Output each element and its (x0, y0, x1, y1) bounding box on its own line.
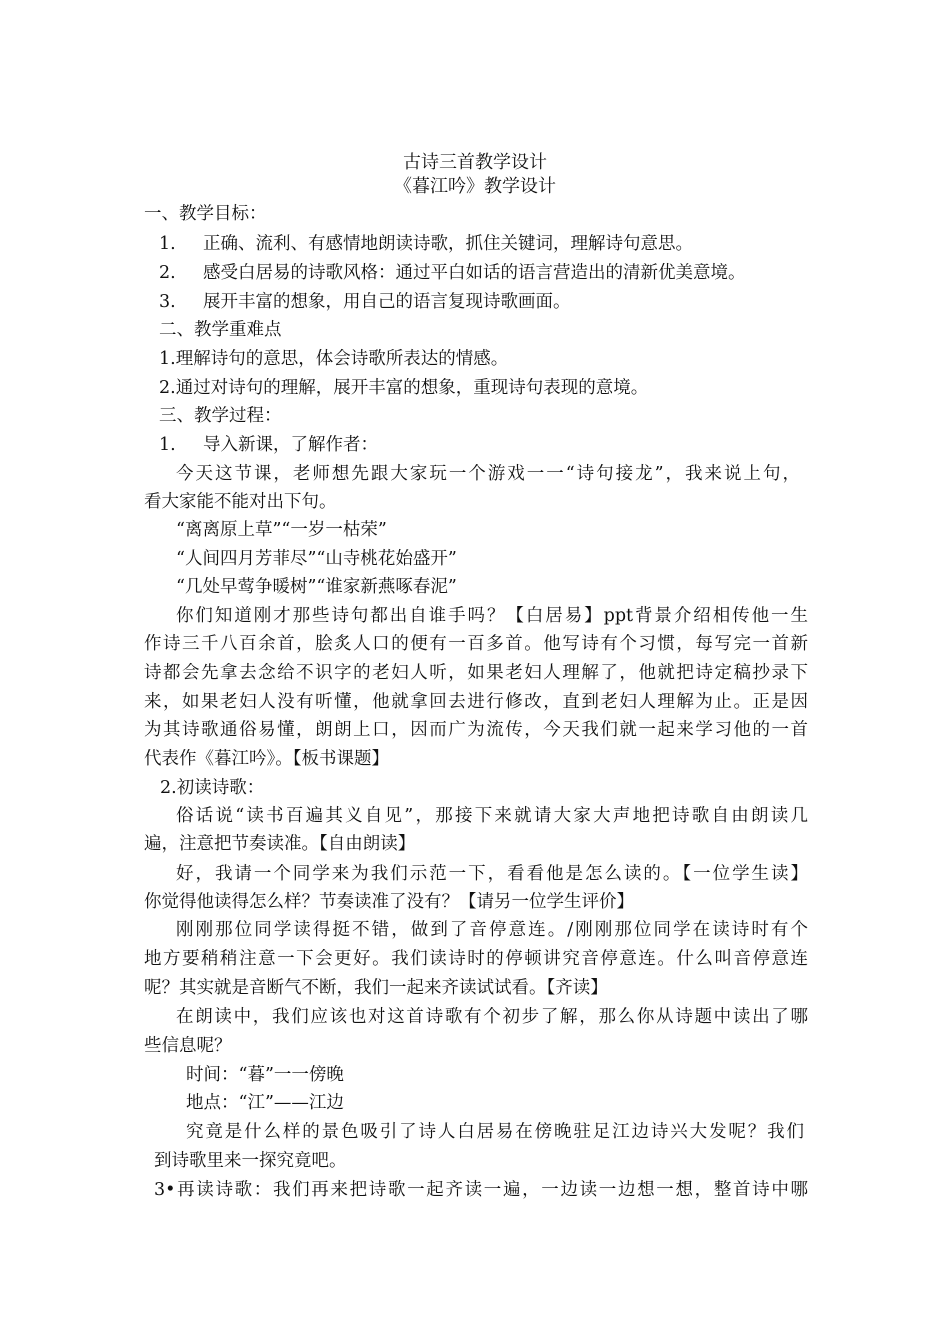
info-place: 地点：“江”——江边 (186, 1093, 344, 1113)
goal-text: 展开丰富的想象，用自己的语言复现诗歌画面。 (203, 292, 571, 312)
step-text: 导入新课，了解作者： (203, 435, 378, 455)
paragraph-line: 代表作《暮江吟》。【板书课题】 (144, 749, 389, 769)
key-point-1: 1.理解诗句的意思，体会诗歌所表达的情感。 (159, 349, 509, 369)
paragraph-line: 刚刚那位同学读得挺不错，做到了音停意连。/刚刚那位同学在读诗时有个 (176, 920, 808, 940)
paragraph-line: 些信息呢？ (144, 1036, 232, 1056)
goal-item-1 (159, 232, 693, 256)
paragraph-line: 呢？其实就是音断气不断，我们一起来齐读试试看。【齐读】 (144, 978, 608, 998)
paragraph-line: 来，如果老妇人没有听懂，他就拿回去进行修改，直到老妇人理解为止。正是因 (144, 692, 808, 712)
paragraph-line: 为其诗歌通俗易懂，朗朗上口，因而广为流传，今天我们就一起来学习他的一首 (144, 720, 808, 740)
paragraph-line: 究竟是什么样的景色吸引了诗人白居易在傍晚驻足江边诗兴大发呢？我们 (186, 1122, 804, 1142)
paragraph-line: 好，我请一个同学来为我们示范一下，看看他是怎么读的。【一位学生读】 (176, 864, 808, 884)
step-2-heading: 2.初读诗歌： (160, 778, 265, 798)
paragraph-line: 到诗歌里来一探究竟吧。 (154, 1151, 347, 1171)
goal-item-2 (159, 261, 746, 285)
section-heading-key-points: 二、教学重难点 (159, 320, 282, 340)
step-3-line: 3•再读诗歌：我们再来把诗歌一起齐读一遍，一边读一边想一想，整首诗中哪 (154, 1180, 808, 1200)
paragraph-line: 你们知道刚才那些诗句都出自谁手吗？【白居易】ppt背景介绍相传他一生 (176, 606, 808, 626)
goal-text: 正确、流利、有感情地朗读诗歌，抓住关键词，理解诗句意思。 (203, 234, 693, 254)
info-time: 时间：“暮”一一傍晚 (186, 1065, 344, 1085)
section-heading-objectives: 一、教学目标： (144, 204, 267, 224)
paragraph-line: 地方要稍稍注意一下会更好。我们读诗时的停顿讲究音停意连。什么叫音停意连 (144, 949, 808, 969)
paragraph-line: 诗都会先拿去念给不识字的老妇人听，如果老妇人理解了，他就把诗定稿抄录下 (144, 663, 808, 683)
goal-number: 1. (159, 234, 176, 254)
paragraph-line: 遍，注意把节奏读准。【自由朗读】 (144, 834, 416, 854)
paragraph-line: 在朗读中，我们应该也对这首诗歌有个初步了解，那么你从诗题中读出了哪 (176, 1007, 808, 1027)
goal-text: 感受白居易的诗歌风格：通过平白如话的语言营造出的清新优美意境。 (203, 263, 746, 283)
paragraph-line: 看大家能不能对出下句。 (144, 492, 337, 512)
paragraph-line: 你觉得他读得怎么样？节奏读准了没有？【请另一位学生评价】 (144, 892, 634, 912)
paragraph-line: 作诗三千八百余首，脍炙人口的便有一百多首。他写诗有个习惯，每写完一首新 (144, 634, 808, 654)
step-1-heading (159, 433, 378, 457)
poem-line-3: “几处早莺争暖树”“谁家新燕啄春泥” (176, 577, 457, 597)
document-title: 古诗三首教学设计 (403, 152, 547, 173)
goal-number: 3. (159, 292, 176, 312)
poem-line-2: “人间四月芳菲尽”“山寺桃花始盛开” (176, 549, 457, 569)
section-heading-process: 三、教学过程： (159, 406, 282, 426)
document-subtitle: 《暮江吟》教学设计 (394, 176, 556, 197)
poem-line-1: “离离原上草”“一岁一枯荣” (176, 520, 387, 540)
goal-item-3 (159, 290, 571, 314)
key-point-2: 2.通过对诗句的理解，展开丰富的想象，重现诗句表现的意境。 (159, 378, 649, 398)
step-number: 1. (159, 435, 176, 455)
paragraph-line: 俗话说“读书百遍其义自见”，那接下来就请大家大声地把诗歌自由朗读几 (176, 806, 808, 826)
paragraph-line: 今天这节课，老师想先跟大家玩一个游戏一一“诗句接龙”，我来说上句， (176, 464, 800, 484)
goal-number: 2. (159, 263, 176, 283)
